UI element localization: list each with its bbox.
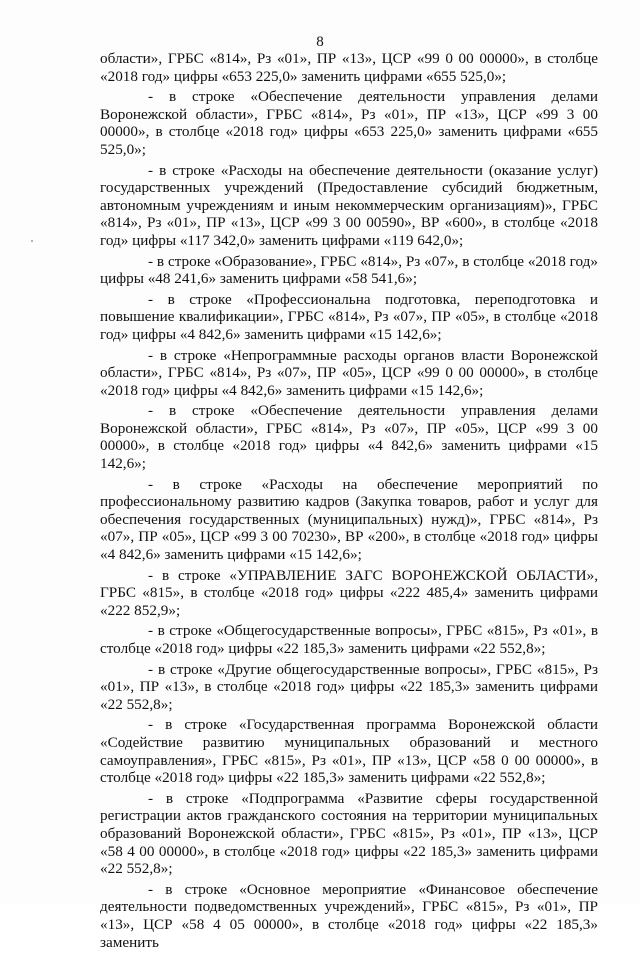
paragraph: - в строке «Основное мероприятие «Финансовое обеспечение деятельности подведомственных учреждений», ГРБС «815», Рз «01», ПР «13», ЦСР «58 4 05 00000», в столбце «2018 год» цифры «22 185,3» заменить	[100, 880, 598, 951]
document-body	[100, 50, 598, 954]
paragraph: - в строке «Обеспечение деятельности управления делами Воронежской области», ГРБС «814», Рз «07», ПР «05», ЦСР «99 3 00 00000», в столбце «2018 год» цифры «4 842,6» заменить цифрами «15 142,6»;	[100, 402, 598, 473]
page-number: 8	[316, 34, 324, 50]
paragraph: - в строке «Непрограммные расходы органов власти Воронежской области», ГРБС «814», Рз «07», ПР «05», ЦСР «99 0 00 00000», в столбце «2018 год» цифры «4 842,6» заменить цифрами «15 142,6»;	[100, 346, 598, 399]
paragraph: - в строке «Расходы на обеспечение мероприятий по профессиональному развитию кадров (Закупка товаров, работ и услуг для обеспечения государственных (муниципальных) нужд)», ГРБС «814», Рз «07», ПР «05», ЦСР «99 3 00 70230», ВР «200», в столбце «2018 год» цифры «4 842,6» заменить цифрами «15 142,6»;	[100, 475, 598, 564]
paragraph: - в строке «Государственная программа Воронежской области «Содействие развитию муниципальных образований и местного самоуправления», ГРБС «815», Рз «01», ПР «13», ЦСР «58 0 00 00000», в столбце «2018 год» цифры «22 185,3» заменить цифрами «22 552,8»;	[100, 716, 598, 787]
paragraph: - в строке «Профессиональна подготовка, переподготовка и повышение квалификации», ГРБС «814», Рз «07», ПР «05», в столбце «2018 год» цифры «4 842,6» заменить цифрами «15 142,6»;	[100, 290, 598, 343]
paragraph: - в строке «Общегосударственные вопросы», ГРБС «815», Рз «01», в столбце «2018 год» цифры «22 185,3» заменить цифрами «22 552,8»;	[100, 622, 598, 657]
paragraph: - в строке «УПРАВЛЕНИЕ ЗАГС ВОРОНЕЖСКОЙ ОБЛАСТИ», ГРБС «815», в столбце «2018 год» цифры «222 485,4» заменить цифрами «222 852,9»;	[100, 566, 598, 619]
paragraph: - в строке «Подпрограмма «Развитие сферы государственной регистрации актов гражданского состояния на территории муниципальных образований Воронежской области», ГРБС «815», Рз «01», ПР «13», ЦСР «58 4 00 00000», в столбце «2018 год» цифры «22 185,3» заменить цифрами «22 552,8»;	[100, 789, 598, 878]
paragraph: - в строке «Другие общегосударственные вопросы», ГРБС «815», Рз «01», ПР «13», в столбце «2018 год» цифры «22 185,3» заменить цифрами «22 552,8»;	[100, 660, 598, 713]
paragraph: - в строке «Обеспечение деятельности управления делами Воронежской области», ГРБС «814», Рз «01», ПР «13», ЦСР «99 3 00 00000», в столбце «2018 год» цифры «653 225,0» заменить цифрами «655 525,0»;	[100, 88, 598, 158]
paragraph: - в строке «Расходы на обеспечение деятельности (оказание услуг) государственных учреждений (Предоставление субсидий бюджетным, автономным учреждениям и иным некоммерческим организациям)», ГРБС «814», Рз «01», ПР «13», ЦСР «99 3 00 00590», ВР «600», в столбце «2018 год» цифры «117 342,0» заменить цифрами «119 642,0»;	[100, 161, 598, 249]
scan-mark	[31, 240, 33, 242]
paragraph: - в строке «Образование», ГРБС «814», Рз «07», в столбце «2018 год» цифры «48 241,6» заменить цифрами «58 541,6»;	[100, 252, 598, 288]
paragraph: области», ГРБС «814», Рз «01», ПР «13», ЦСР «99 0 00 00000», в столбце «2018 год» цифры «653 225,0» заменить цифрами «655 525,0»;	[100, 50, 598, 85]
